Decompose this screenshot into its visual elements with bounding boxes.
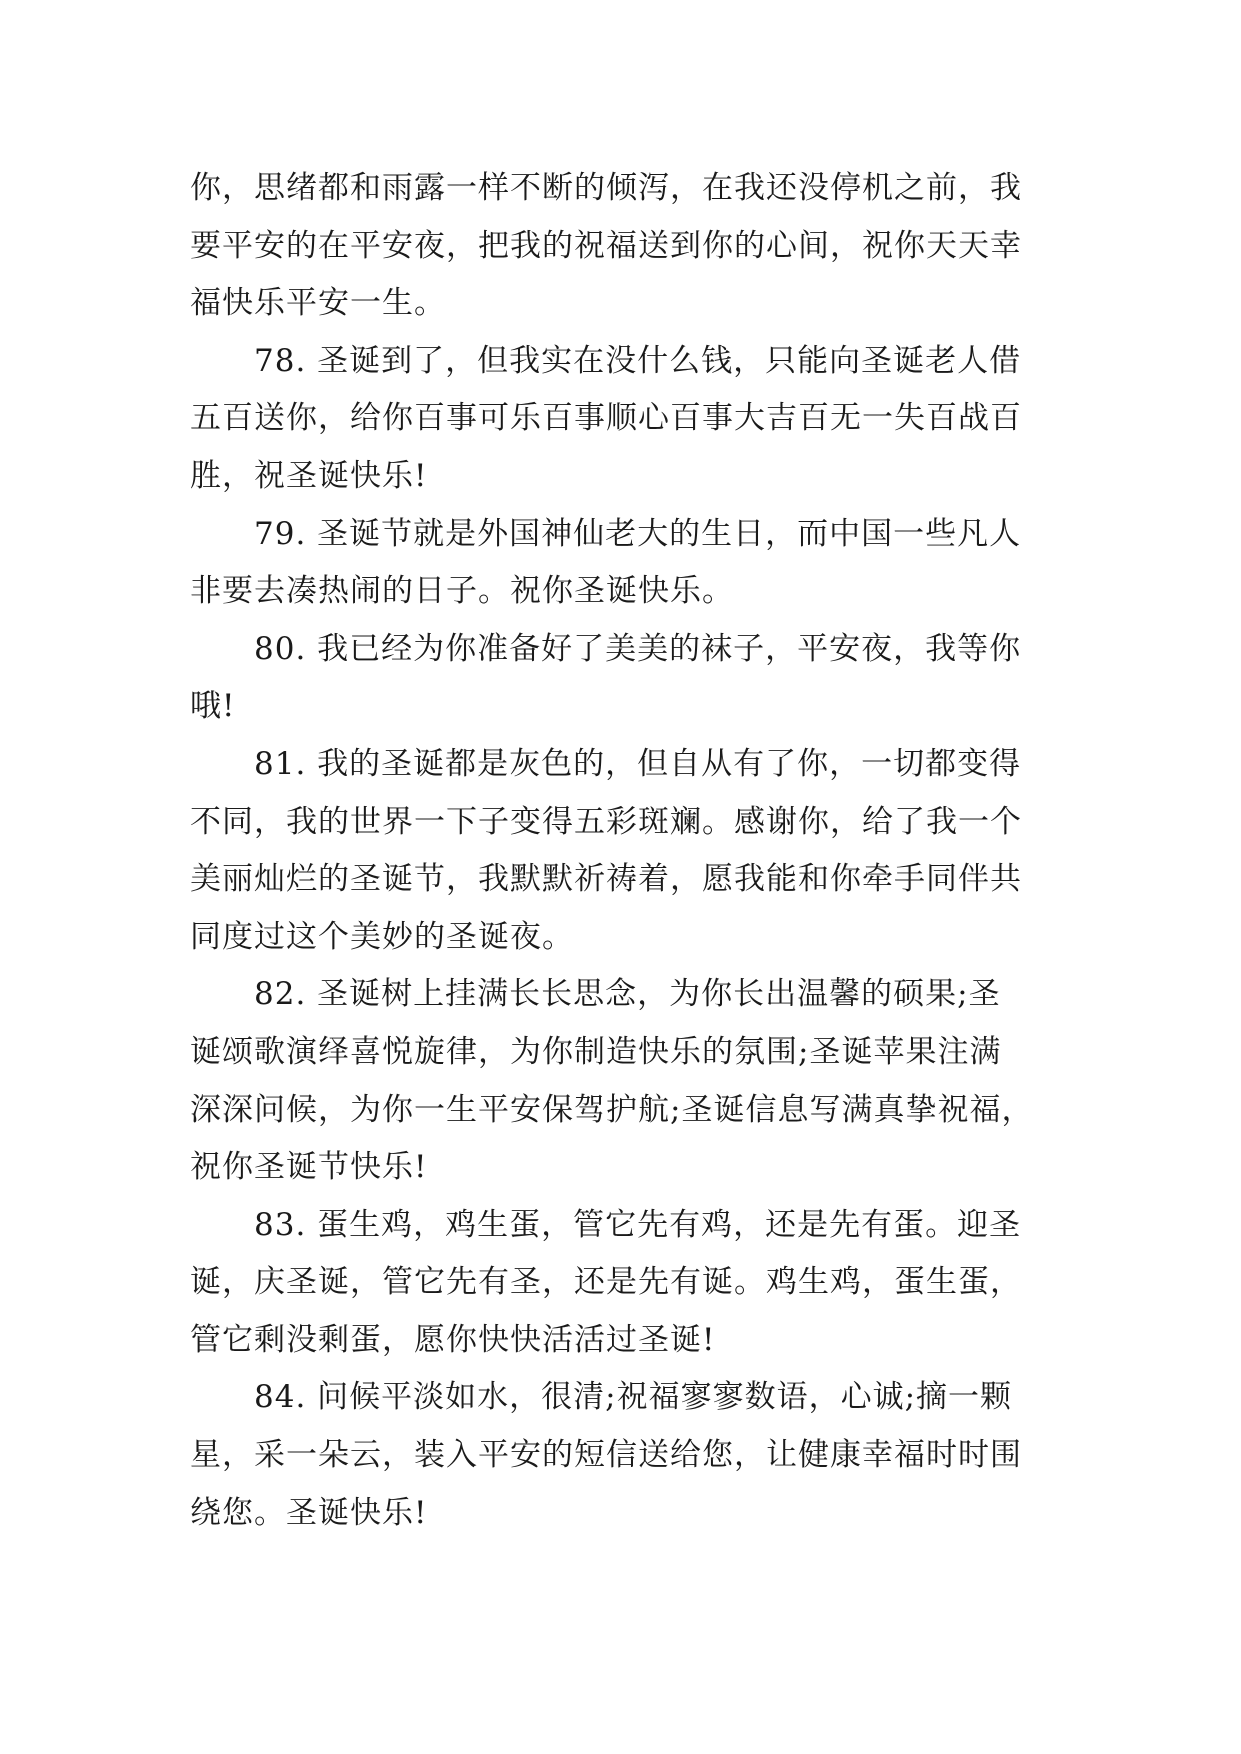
paragraph-78-start: 78. 圣诞到了，但我实在没什么钱，只能向圣诞老人借 (254, 342, 1022, 379)
paragraph-82-start: 82. 圣诞树上挂满长长思念，为你长出温馨的硕果;圣 (254, 976, 1001, 1013)
document-page (190, 160, 1060, 1542)
text-line: 不同，我的世界一下子变得五彩斑斓。感谢你，给了我一个 (190, 803, 1022, 840)
text-line: 五百送你，给你百事可乐百事顺心百事大吉百无一失百战百 (190, 400, 1022, 437)
text-line: 诞颂歌演绎喜悦旋律，为你制造快乐的氛围;圣诞苹果注满 (190, 1033, 1002, 1070)
text-line: 深深问候，为你一生平安保驾护航;圣诞信息写满真挚祝福， (190, 1091, 1034, 1128)
text-line: 福快乐平安一生。 (190, 285, 446, 322)
text-line: 祝你圣诞节快乐! (190, 1149, 428, 1186)
paragraph-80-start: 80. 我已经为你准备好了美美的袜子，平安夜，我等你 (254, 630, 1022, 667)
text-line: 美丽灿烂的圣诞节，我默默祈祷着，愿我能和你牵手同伴共 (190, 861, 1022, 898)
text-line: 要平安的在平安夜，把我的祝福送到你的心间，祝你天天幸 (190, 227, 1022, 264)
paragraph-84-start: 84. 问候平淡如水，很清;祝福寥寥数语，心诚;摘一颗 (254, 1379, 1013, 1416)
text-line: 哦! (190, 688, 236, 725)
text-line: 管它剩没剩蛋，愿你快快活活过圣诞! (190, 1321, 716, 1358)
text-line: 绕您。圣诞快乐! (190, 1494, 428, 1531)
text-line: 非要去凑热闹的日子。祝你圣诞快乐。 (190, 573, 734, 610)
text-line: 同度过这个美妙的圣诞夜。 (190, 918, 574, 955)
text-line: 你，思绪都和雨露一样不断的倾泻，在我还没停机之前，我 (190, 170, 1022, 206)
text-line: 星，采一朵云，装入平安的短信送给您，让健康幸福时时围 (190, 1437, 1022, 1474)
paragraph-83-start: 83. 蛋生鸡，鸡生蛋，管它先有鸡，还是先有蛋。迎圣 (254, 1206, 1022, 1243)
text-line: 胜，祝圣诞快乐! (190, 457, 428, 494)
text-line: 诞，庆圣诞，管它先有圣，还是先有诞。鸡生鸡，蛋生蛋， (190, 1264, 1022, 1301)
paragraph-81-start: 81. 我的圣诞都是灰色的，但自从有了你，一切都变得 (254, 745, 1022, 782)
paragraph-79-start: 79. 圣诞节就是外国神仙老大的生日，而中国一些凡人 (254, 515, 1022, 552)
